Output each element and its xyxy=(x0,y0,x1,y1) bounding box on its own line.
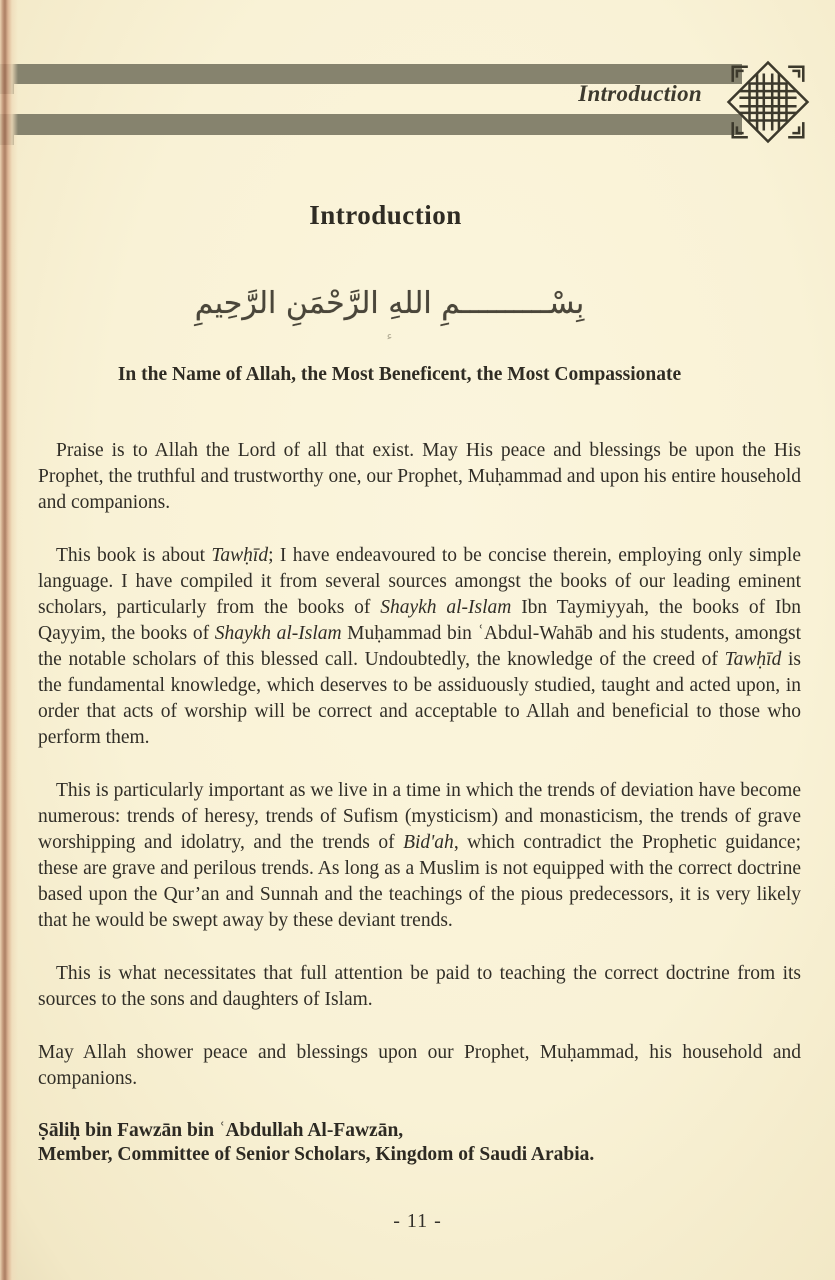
signature-name: Ṣāliḥ bin Fawzān bin ʿAbdullah Al-Fawzān, xyxy=(38,1120,404,1141)
paragraph: This is particularly important as we live in a time in which the trends of deviation have become numerous: trends of heresy, trends of Sufism (mysticism) and monasticism, the trends of grave worshipping and idolatry, and the trends of Bid'ah, which contradict the Prophetic guidance; these are grave and perilous trends. As long as a Muslim is not equipped with the correct doctrine based upon the Qur’an and Sunnah and the teachings of the pious predecessors, it is very likely that he would be swept away by these deviant trends. xyxy=(38,780,801,931)
paragraph: This is what necessitates that full attention be paid to teaching the correct doctrine from its sources to the sons and daughters of Islam. xyxy=(38,963,801,1010)
small-flourish-mark: ء xyxy=(386,329,393,343)
islamic-knot-icon xyxy=(722,60,814,144)
bismillah-calligraphy: بِسْــــــــــمِ اللهِ الرَّحْمَنِ الرَّحِيمِ xyxy=(194,286,585,321)
header-rule-bottom xyxy=(0,114,742,135)
page-content xyxy=(38,0,801,1166)
basmala-translation: In the Name of Allah, the Most Beneficent, the Most Compassionate xyxy=(117,364,682,385)
body-text xyxy=(38,438,801,1092)
paragraph: Praise is to Allah the Lord of all that exist. May His peace and blessings be upon the His Prophet, the truthful and trustworthy one, our Prophet, Muḥammad and upon his entire household and companions. xyxy=(38,440,801,513)
page-spine-edge xyxy=(0,0,18,1280)
page-title: Introduction xyxy=(309,200,462,230)
paragraph: This book is about Tawḥīd; I have endeavoured to be concise therein, employing only simple language. I have compiled it from several sources amongst the books of our leading eminent scholars, particularly from the books of Shaykh al-Islam Ibn Taymiyyah, the books of Ibn Qayyim, the books of Shaykh al-Islam Muḥammad bin ʿAbdul-Wahāb and his students, amongst the notable scholars of this blessed call. Undoubtedly, the knowledge of the creed of Tawḥīd is the fundamental knowledge, which deserves to be assiduously studied, taught and acted upon, in order that acts of worship will be correct and acceptable to Allah and beneficial to those who perform them. xyxy=(38,545,802,748)
running-head: Introduction xyxy=(578,81,702,106)
page-number: - 11 - xyxy=(393,1210,442,1232)
signature-block xyxy=(38,1119,801,1166)
signature-role: Member, Committee of Senior Scholars, Kingdom of Saudi Arabia. xyxy=(38,1143,595,1165)
paragraph: May Allah shower peace and blessings upon our Prophet, Muḥammad, his household and companions. xyxy=(38,1042,801,1089)
